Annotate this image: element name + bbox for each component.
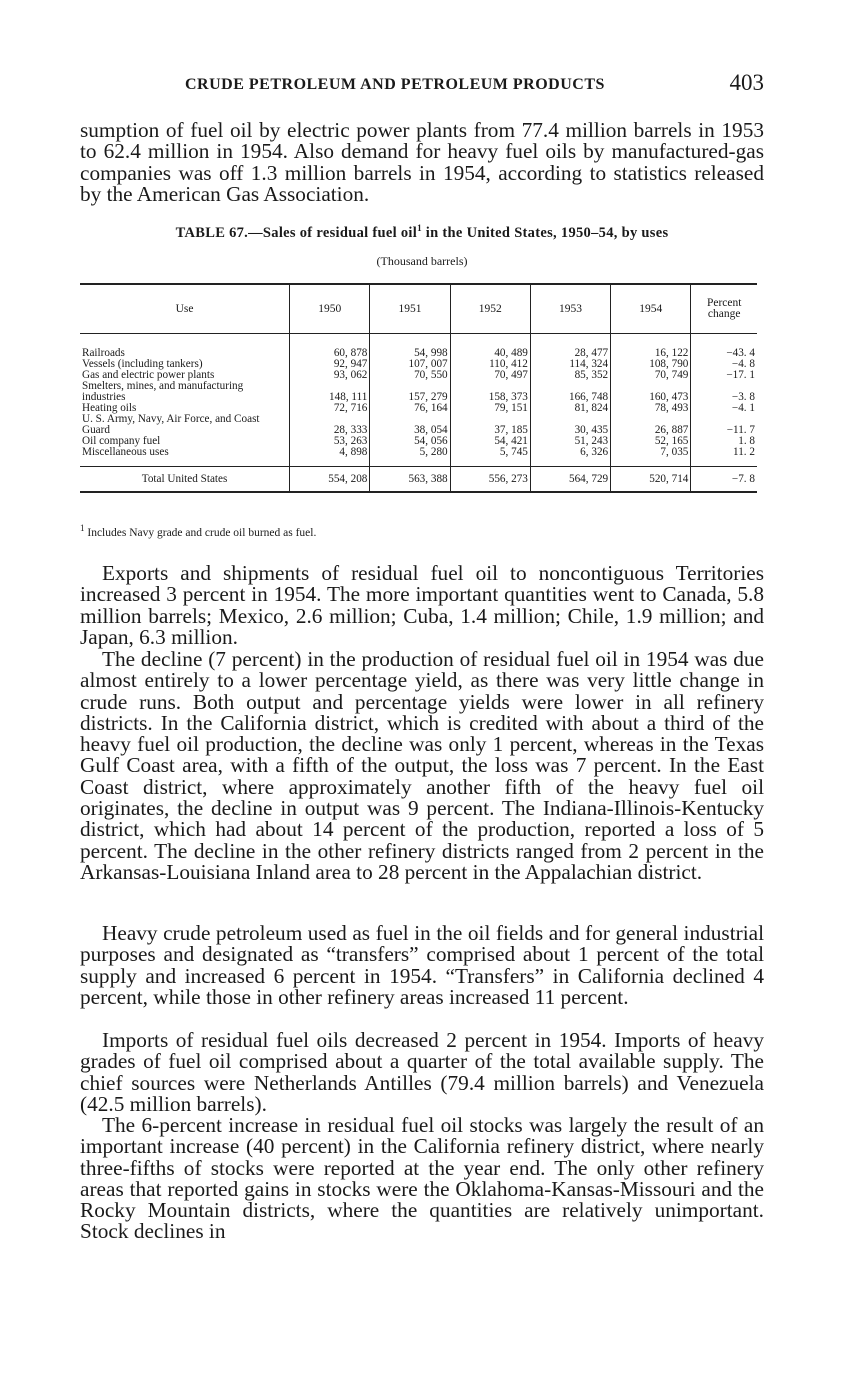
table-cell-value: 53, 263 — [290, 436, 370, 447]
table-cell-use: Vessels (including tankers) — [82, 358, 203, 370]
table-cell-percent-change: −17. 1 — [691, 370, 757, 381]
table-cell-value: 85, 352 — [530, 370, 610, 381]
table-cell-value: 70, 550 — [370, 370, 450, 381]
table-cell-percent-change: −43. 4 — [691, 348, 757, 359]
table-cell-value: 54, 998 — [370, 348, 450, 359]
paragraph-heavy-crude: Heavy crude petroleum used as fuel in the oil fields and for general industrial purposes and designated as “transfers” comprised about 1 percent of the total supply and increased 6 percent in 1954. “Transfers” in California declined 4 percent, while those in other refinery areas increased 11 percent. — [80, 921, 764, 1009]
table-cell-value: 6, 326 — [530, 447, 610, 458]
table-title-rest: in the United States, 1950–54, by uses — [421, 225, 669, 241]
table-total-row — [80, 467, 757, 493]
col-header-1952: 1952 — [450, 284, 530, 334]
table-cell-value: 107, 007 — [370, 359, 450, 370]
table-row — [80, 414, 757, 436]
table-cell-value: 110, 412 — [450, 359, 530, 370]
table-cell-percent-change: −3. 8 — [691, 381, 757, 403]
paragraph-stocks: The 6-percent increase in residual fuel oil stocks was largely the result of an important increase (40 percent) in the California refinery district, where nearly three-fifths of stocks were reported at the year end. The only other refinery areas that reported gains in stocks were the Oklahoma-Kansas-Missouri and the Rocky Mountain districts, where the quantities are relatively unimportant. Stock declines in — [80, 1113, 764, 1244]
table-cell-value: 93, 062 — [290, 370, 370, 381]
col-header-use: Use — [80, 284, 290, 334]
table-cell-value: 38, 054 — [370, 414, 450, 436]
table-cell-use: Miscellaneous uses — [82, 446, 169, 458]
table-cell-value: 79, 151 — [450, 403, 530, 414]
table-cell-use: Gas and electric power plants — [82, 369, 215, 381]
table-cell-percent-change: 11. 2 — [691, 447, 757, 458]
table-cell-percent-change: 1. 8 — [691, 436, 757, 447]
table-row — [80, 381, 757, 403]
table-cell-value: 70, 749 — [611, 370, 691, 381]
table-cell-value: 76, 164 — [370, 403, 450, 414]
table-cell-value: 166, 748 — [530, 381, 610, 403]
table-cell-value: 7, 035 — [611, 447, 691, 458]
table-cell-value: 114, 324 — [530, 359, 610, 370]
table-cell-value: 4, 898 — [290, 447, 370, 458]
col-header-1954: 1954 — [611, 284, 691, 334]
table-cell-value: 16, 122 — [611, 348, 691, 359]
table-row — [80, 436, 757, 447]
table-cell-use: Heating oils — [82, 402, 137, 414]
table-cell-value: 157, 279 — [370, 381, 450, 403]
table-cell-use: Oil company fuel — [82, 435, 161, 447]
table-cell-value: 52, 165 — [611, 436, 691, 447]
table-cell-value: 30, 435 — [530, 414, 610, 436]
table-cell-value: 37, 185 — [450, 414, 530, 436]
paragraph-decline: The decline (7 percent) in the production of residual fuel oil in 1954 was due almost entirely to a lower percentage yield, as there was very little change in crude runs. Both output and percentage yields were lower in all refinery districts. In the California district, which is credited with about a third of the heavy fuel oil production, the decline was only 1 percent, whereas in the Texas Gulf Coast area, with a fifth of the output, the loss was 7 percent. In the East Coast district, where approximately another fifth of the heavy fuel oil originates, the decline in output was 9 percent. The Indiana-Illinois-Kentucky district, which had about 14 percent of the production, reported a loss of 5 percent. The decline in the other refinery districts ranged from 2 percent in the Arkansas-Louisiana Inland area to 28 percent in the Appalachian district. — [80, 647, 764, 884]
table-cell-value: 5, 745 — [450, 447, 530, 458]
table-cell-value: 81, 824 — [530, 403, 610, 414]
table-title-footnote-mark: 1 — [417, 223, 422, 234]
table-title — [80, 225, 764, 242]
table-cell-value: 70, 497 — [450, 370, 530, 381]
table-spacer-row — [80, 334, 757, 349]
table-cell-percent-change: −11. 7 — [691, 414, 757, 436]
table-cell-value: 72, 716 — [290, 403, 370, 414]
running-header-title: CRUDE PETROLEUM AND PETROLEUM PRODUCTS — [185, 76, 605, 93]
table-cell-use: Smelters, mines, and manufacturing industries — [82, 380, 244, 403]
col-header-1953: 1953 — [530, 284, 610, 334]
paragraph-exports: Exports and shipments of residual fuel oil to noncontiguous Territories increased 3 percent in 1954. The more important quantities went to Canada, 5.8 million barrels; Mexico, 2.6 million; Cuba, 1.4 million; Chile, 1.9 million; and Japan, 6.3 million. — [80, 561, 764, 649]
table-cell-value: 92, 947 — [290, 359, 370, 370]
table-cell-percent-change: −4. 1 — [691, 403, 757, 414]
table-cell-value: 60, 878 — [290, 348, 370, 359]
table-cell-value: 160, 473 — [611, 381, 691, 403]
table-cell-value: 564, 729 — [530, 467, 610, 493]
table-cell-value: 78, 493 — [611, 403, 691, 414]
table-cell-value: 108, 790 — [611, 359, 691, 370]
table-cell-use: Total United States — [80, 467, 290, 493]
running-header — [80, 72, 764, 102]
sales-table — [80, 283, 757, 493]
col-header-1951: 1951 — [370, 284, 450, 334]
table-cell-value: 28, 477 — [530, 348, 610, 359]
table-cell-value: 563, 388 — [370, 467, 450, 493]
footnote-mark: 1 — [80, 523, 85, 534]
table-cell-value: 556, 273 — [450, 467, 530, 493]
paragraph-intro: sumption of fuel oil by electric power plants from 77.4 million barrels in 1953 to 62.4 million in 1954. Also demand for heavy fuel oils by manufactured-gas companies was off 1.3 million barrels in 1954, according to statistics released by the American Gas Association. — [80, 118, 764, 206]
table-cell-value: 54, 056 — [370, 436, 450, 447]
col-header-percent-change: Percent change — [691, 284, 757, 334]
table-spacer-row — [80, 458, 757, 467]
table-cell-percent-change: −7. 8 — [691, 467, 757, 493]
table-cell-value: 520, 714 — [611, 467, 691, 493]
table-cell-value: 26, 887 — [611, 414, 691, 436]
table-cell-value: 54, 421 — [450, 436, 530, 447]
table-row — [80, 447, 757, 458]
table-header-row — [80, 284, 757, 334]
table-cell-use: U. S. Army, Navy, Air Force, and Coast Guard — [82, 413, 260, 436]
table-subtitle: (Thousand barrels) — [376, 254, 468, 268]
paragraph-imports: Imports of residual fuel oils decreased 2 percent in 1954. Imports of heavy grades of fuel oil comprised about a quarter of the total available supply. The chief sources were Netherlands Antilles (79.4 million barrels) and Venezuela (42.5 million barrels). — [80, 1028, 764, 1116]
table-cell-value: 51, 243 — [530, 436, 610, 447]
table-cell-percent-change: −4. 8 — [691, 359, 757, 370]
table-cell-value: 554, 208 — [290, 467, 370, 493]
col-header-1950: 1950 — [290, 284, 370, 334]
footnote-text: Includes Navy grade and crude oil burned as fuel. — [84, 527, 317, 539]
table-cell-use: Railroads — [82, 347, 125, 359]
table-title-main: TABLE 67.—Sales of residual fuel oil — [175, 225, 418, 241]
table-cell-value: 40, 489 — [450, 348, 530, 359]
table-cell-value: 148, 111 — [290, 381, 370, 403]
table-cell-value: 28, 333 — [290, 414, 370, 436]
table-cell-value: 5, 280 — [370, 447, 450, 458]
page-number: 403 — [729, 70, 764, 95]
table-cell-value: 158, 373 — [450, 381, 530, 403]
table-footnote — [80, 523, 317, 539]
